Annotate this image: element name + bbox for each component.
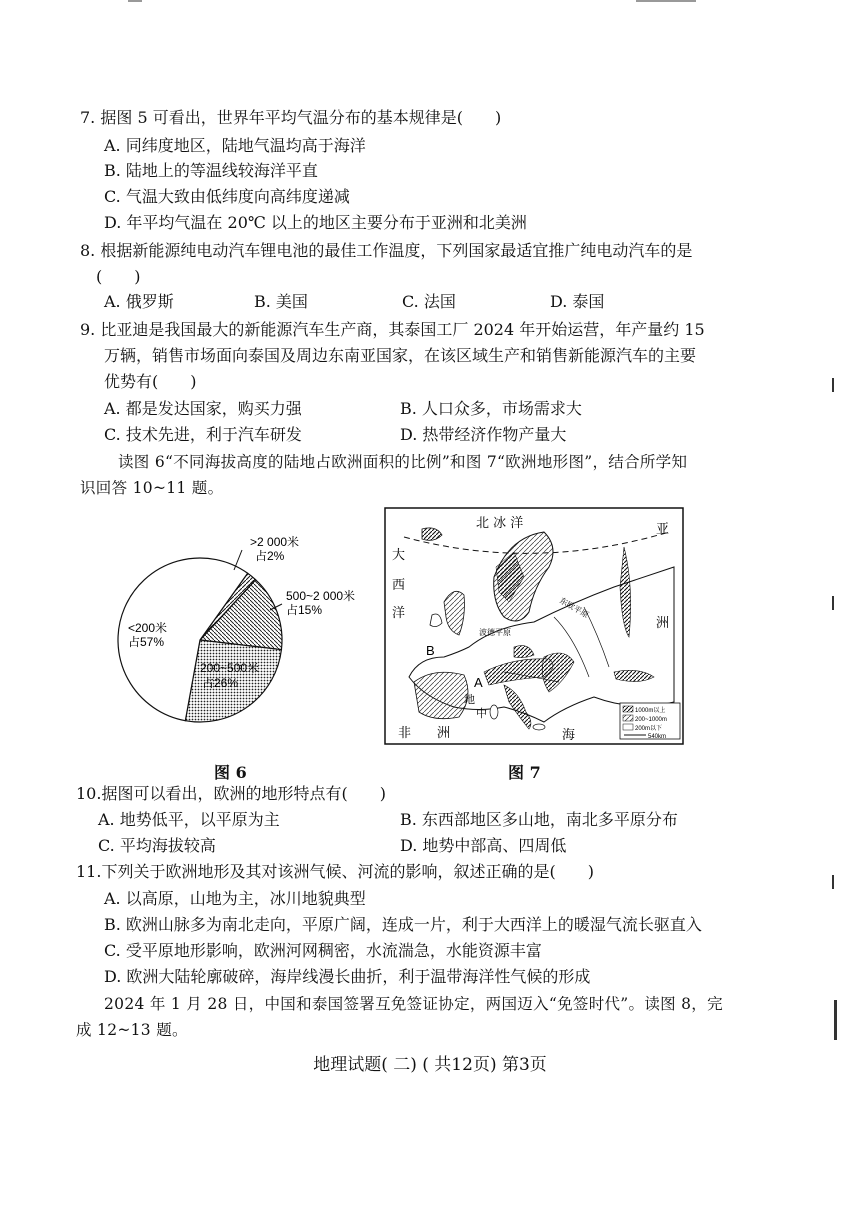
pie-label-lt200-line1: <200米 — [128, 621, 168, 635]
figure-6-label: 图 6 — [214, 763, 247, 782]
scan-mark — [636, 0, 696, 2]
q11-option-d: D. 欧洲大陆轮廓破碎，海岸线漫长曲折，利于温带海洋性气候的形成 — [104, 967, 591, 986]
q9-option-b: B. 人口众多，市场需求大 — [400, 399, 582, 418]
label-atlantic-2: 西 — [392, 578, 406, 593]
intro-12-13-line2: 成 12~13 题。 — [76, 1021, 188, 1039]
scan-mark — [834, 1000, 837, 1040]
q11-option-c: C. 受平原地形影响，欧洲河网稠密，水流湍急，水能资源丰富 — [104, 941, 542, 960]
q7-option-a: A. 同纬度地区，陆地气温均高于海洋 — [104, 136, 366, 155]
pie-label-gt2000-line2: 占2% — [255, 549, 285, 563]
map-marker-b: B — [426, 643, 435, 658]
figure-6-pie-chart — [110, 520, 370, 770]
scale-bar-label: 540km — [648, 734, 667, 740]
legend-high: 1000m以上 — [635, 708, 666, 714]
label-east-european-plain: 东欧平原 — [558, 595, 591, 620]
q10-stem: 10.据图可以看出，欧洲的地形特点有( ) — [76, 784, 386, 803]
q9-option-c: C. 技术先进，利于汽车研发 — [104, 425, 302, 444]
q9-stem-line2: 万辆，销售市场面向泰国及周边东南亚国家，在该区域生产和销售新能源汽车的主要 — [104, 346, 697, 365]
label-africa: 非 洲 — [398, 726, 451, 741]
q7-stem: 7. 据图 5 可看出，世界年平均气温分布的基本规律是( ) — [80, 108, 502, 127]
label-atlantic-3: 洋 — [392, 606, 406, 621]
label-asia-1: 亚 — [656, 522, 670, 537]
legend-mid: 200~1000m — [635, 717, 667, 723]
scan-mark — [832, 378, 834, 392]
scan-mark — [128, 0, 142, 2]
label-arctic-ocean: 北 冰 洋 — [476, 516, 524, 531]
pie-label-500-2000-line2: 占15% — [286, 603, 323, 617]
q7-option-d: D. 年平均气温在 20℃ 以上的地区主要分布于亚洲和北美洲 — [104, 213, 527, 232]
q8-option-b: B. 美国 — [254, 292, 308, 311]
label-polish-plain: 波德平原 — [479, 628, 511, 637]
scan-mark — [832, 596, 834, 610]
map-marker-a: A — [474, 675, 483, 690]
figure-7-europe-map — [384, 507, 684, 745]
q9-option-a: A. 都是发达国家，购买力强 — [104, 399, 302, 418]
label-atlantic-1: 大 — [392, 548, 406, 563]
q10-option-b: B. 东西部地区多山地，南北多平原分布 — [400, 810, 678, 829]
q8-paren: ( ) — [96, 267, 141, 286]
q9-option-d: D. 热带经济作物产量大 — [400, 425, 567, 444]
legend-low: 200m以下 — [635, 726, 663, 732]
q8-option-d: D. 泰国 — [550, 292, 605, 311]
label-mediterranean-1: 中 — [476, 707, 487, 720]
intro-10-11-line2: 识回答 10~11 题。 — [80, 479, 224, 497]
q10-option-a: A. 地势低平，以平原为主 — [98, 810, 280, 829]
intro-10-11-line1: 读图 6“不同海拔高度的陆地占欧洲面积的比例”和图 7“欧洲地形图”，结合所学知 — [118, 453, 688, 471]
label-asia-2: 洲 — [656, 616, 670, 631]
q7-option-c: C. 气温大致由低纬度向高纬度递减 — [104, 187, 350, 206]
q11-option-b: B. 欧洲山脉多为南北走向，平原广阔，连成一片，利于大西洋上的暖湿气流长驱直入 — [104, 915, 702, 934]
pie-label-200-500-line2: 占26% — [202, 676, 239, 690]
label-sea: 海 — [562, 728, 576, 743]
intro-12-13-line1: 2024 年 1 月 28 日，中国和泰国签署互免签证协定，两国迈入“免签时代”。读图 8，完 — [104, 995, 723, 1013]
pie-label-500-2000-line1: 500~2 000米 — [286, 589, 356, 603]
q10-option-c: C. 平均海拔较高 — [98, 836, 216, 855]
q7-option-b: B. 陆地上的等温线较海洋平直 — [104, 161, 318, 180]
q11-option-a: A. 以高原，山地为主，冰川地貌典型 — [104, 889, 366, 908]
pie-label-gt2000-line1: >2 000米 — [250, 535, 300, 549]
q8-option-c: C. 法国 — [402, 292, 456, 311]
q11-stem: 11.下列关于欧洲地形及其对该洲气候、河流的影响，叙述正确的是( ) — [76, 862, 594, 881]
q8-stem: 8. 根据新能源纯电动汽车锂电池的最佳工作温度，下列国家最适宜推广纯电动汽车的是 — [80, 241, 693, 260]
q10-option-d: D. 地势中部高、四周低 — [400, 836, 567, 855]
q9-stem-line1: 9. 比亚迪是我国最大的新能源汽车生产商，其泰国工厂 2024 年开始运营，年产量约 15 — [80, 320, 705, 339]
q8-option-a: A. 俄罗斯 — [104, 292, 174, 311]
label-mediterranean-2: 地 — [464, 693, 475, 706]
q9-stem-line3: 优势有( ) — [104, 372, 197, 391]
figure-7-label: 图 7 — [508, 763, 541, 782]
scan-mark — [832, 875, 834, 889]
pie-label-lt200-line2: 占57% — [128, 635, 165, 649]
page-footer: 地理试题( 二) ( 共12页) 第3页 — [313, 1055, 547, 1075]
pie-label-200-500-line1: 200~500米 — [200, 661, 260, 675]
